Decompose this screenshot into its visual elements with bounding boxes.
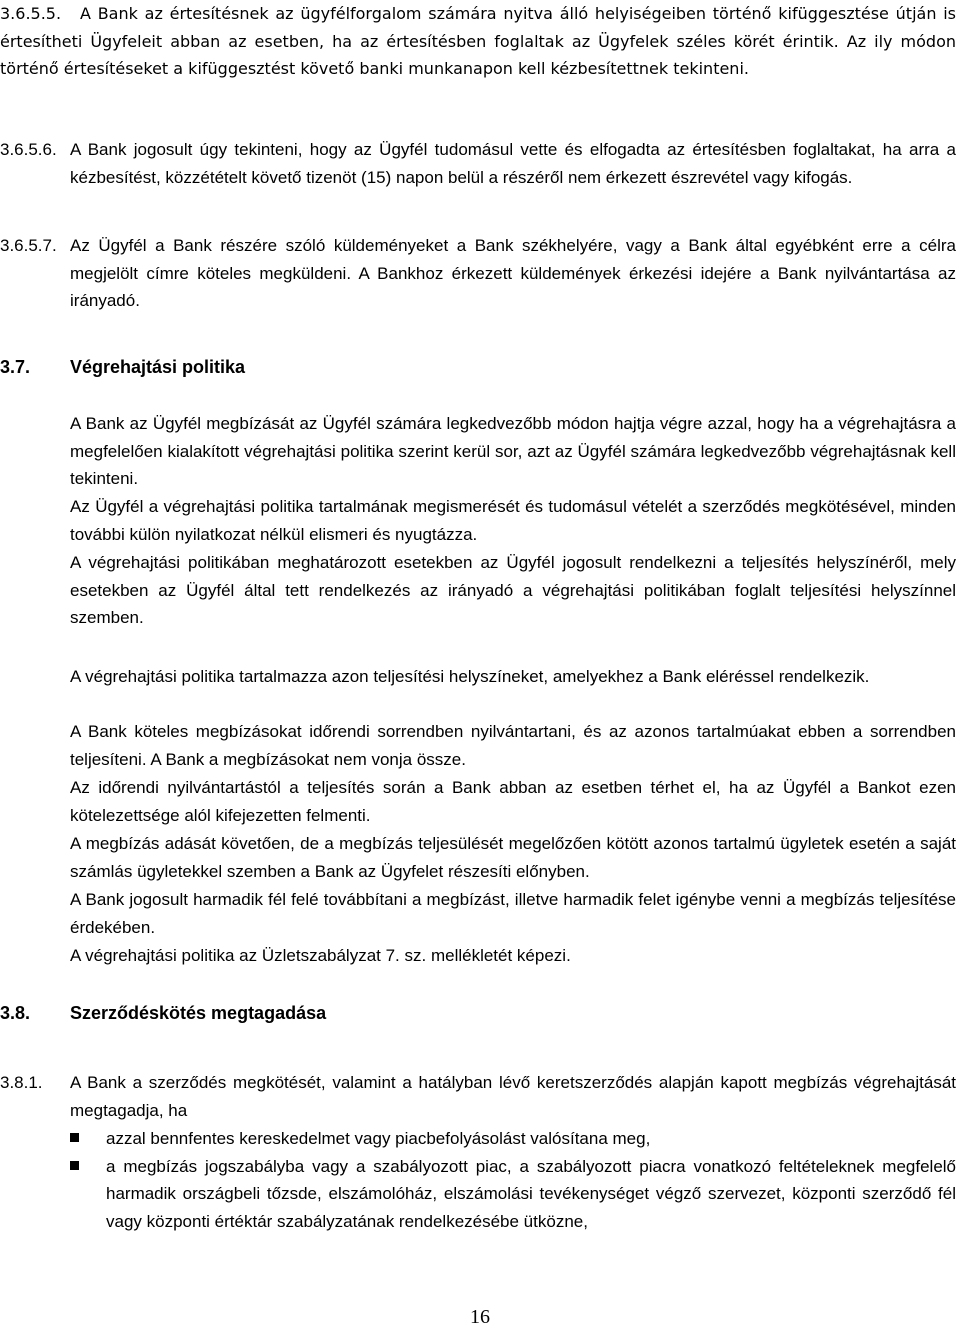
execution-policy-paragraph: A Bank az Ügyfél megbízását az Ügyfél számára legkedvezőbb módon hajtja végre azzal, hogy ha a végrehajtásra a megfelelően kialakított végrehajtási politika szerint kerül sor, azt az Ügyfél számára legkedvezőbb végrehajtásnak kell tekinteni. [70,414,956,489]
paragraph-text: A Bank jogosult úgy tekinteni, hogy az Ügyfél tudomásul vette és elfogadta az értesítésben foglaltakat, ha arra a kézbesítést, közzétételt követő tizenöt (15) napon belül a részéről nem érkezett észrevétel vagy kifogás. [70,140,956,187]
list-item [70,1153,956,1236]
list-item-text: a megbízás jogszabályba vagy a szabályozott piac, a szabályozott piacra vonatkozó feltételeknek megfelelő harmadik országbeli tőzsde, elszámolóház, elszámolási tevékenységet végző szervezet, központi szerződő fél vagy központi értéktár szabályzatának rendelkezésébe ütközne, [106,1156,956,1231]
execution-policy-paragraph: A Bank köteles megbízásokat időrendi sorrendben nyilvántartani, és az azonos tartalmúakat ebben a sorrendben teljesíteni. A Bank a megbízásokat nem vonja össze. [70,722,956,769]
execution-policy-paragraph: A végrehajtási politika tartalmazza azon teljesítési helyszíneket, amelyekhez a Bank eléréssel rendelkezik. [70,667,870,686]
paragraph-number: 3.6.5.5. [0,4,62,23]
execution-policy-paragraph: A Bank jogosult harmadik fél felé továbbítani a megbízást, illetve harmadik felet igénybe venni a megbízás teljesítése érdekében. [70,890,956,937]
execution-policy-paragraph: Az Ügyfél a végrehajtási politika tartalmának megismerését és tudomásul vételét a szerződés megkötésével, minden további külön nyilatkozat nélkül elismeri és nyugtázza. [70,497,956,544]
heading-number: 3.7. [0,357,31,377]
paragraph-3-8-1 [0,1069,956,1124]
heading-number: 3.8. [0,1003,31,1023]
section-heading-3-7 [0,354,956,382]
heading-title: Végrehajtási politika [70,357,246,377]
square-bullet-icon [70,1133,79,1142]
paragraph-number: 3.6.5.7. [0,236,57,255]
execution-policy-paragraph: A végrehajtási politika az Üzletszabályzat 7. sz. mellékletét képezi. [70,946,571,965]
heading-title: Szerződéskötés megtagadása [70,1003,327,1023]
paragraph-text: Az Ügyfél a Bank részére szóló küldeményeket a Bank székhelyére, vagy a Bank által egyébként erre a célra megjelölt címre köteles megküldeni. A Bankhoz érkezett küldemények érkezési idejére a Bank nyilvántartása az irányadó. [70,236,956,311]
execution-policy-paragraph: A megbízás adását követően, de a megbízás teljesülését megelőzően kötött azonos tartalmú ügyletek esetén a saját számlás ügyletekkel szemben a Bank az Ügyfelet részesíti előnyben. [70,834,956,881]
list-item [70,1125,956,1153]
paragraph-text: A Bank a szerződés megkötését, valamint a hatályban lévő keretszerződés alapján kapott megbízás végrehajtását megtagadja, ha [70,1073,956,1120]
paragraph-3-6-5-7 [0,232,956,315]
paragraph-3-6-5-5 [0,0,956,83]
refusal-conditions-list [70,1125,956,1235]
paragraph-3-6-5-6 [0,136,956,191]
section-heading-3-8 [0,1000,956,1028]
execution-policy-paragraph: A végrehajtási politikában meghatározott esetekben az Ügyfél jogosult rendelkezni a teljesítés helyszínéről, mely esetekben az Ügyfél által tett rendelkezés az irányadó a végrehajtási politikában foglalt teljesítési helyszínnel szemben. [70,553,956,628]
square-bullet-icon [70,1161,79,1170]
paragraph-text: A Bank az értesítésnek az ügyfélforgalom számára nyitva álló helyiségeiben történő kifüggesztése útján is értesítheti Ügyfeleit abban az esetben, ha az értesítésben foglaltak az Ügyfelek széles körét érintik. Az ily módon történő értesítéseket a kifüggesztést követő banki munkanapon kell kézbesítettnek tekinteni. [0,4,956,79]
paragraph-number: 3.8.1. [0,1073,43,1092]
execution-policy-paragraph: Az időrendi nyilvántartástól a teljesítés során a Bank abban az esetben térhet el, ha az Ügyfél a Bankot ezen kötelezettsége alól kifejezetten felmenti. [70,778,956,825]
list-item-text: azzal bennfentes kereskedelmet vagy piacbefolyásolást valósítana meg, [106,1129,651,1148]
page-number: 16 [470,1306,490,1328]
paragraph-number: 3.6.5.6. [0,140,57,159]
